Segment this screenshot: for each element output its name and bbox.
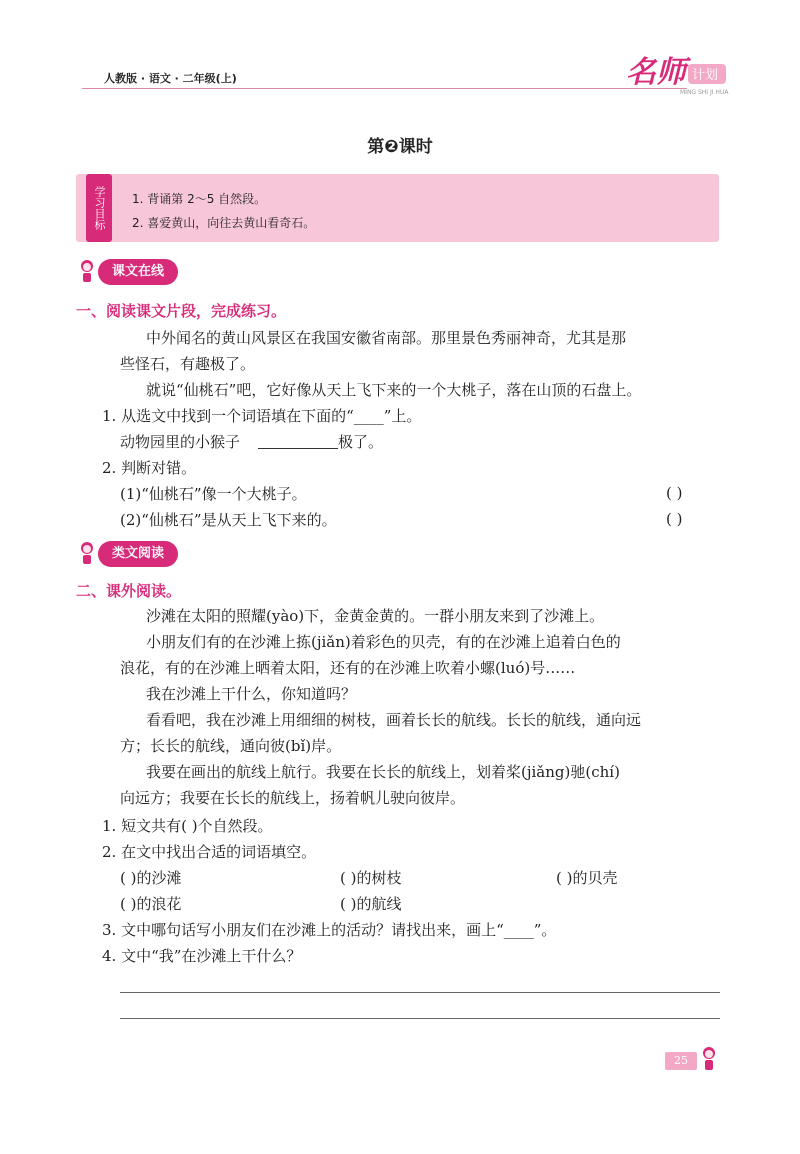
question-1: 1. 短文共有( )个自然段。 [102, 817, 273, 835]
fill-blank-item[interactable]: ( )的沙滩 [120, 869, 182, 887]
header-divider [82, 88, 687, 89]
edition-label: 人教版 · 语文 · 二年级(上) [104, 72, 237, 85]
passage-line: 我要在画出的航线上航行。我要在长长的航线上，划着桨(jiǎng)驰(chí) [146, 763, 620, 781]
question-1: 1. 从选文中找到一个词语填在下面的“____”上。 [102, 407, 422, 425]
section-heading: 二、课外阅读。 [76, 582, 182, 600]
passage-line: 些怪石，有趣极了。 [120, 355, 256, 373]
answer-blank[interactable] [258, 448, 338, 449]
learning-goals-tab: 学习目标 [86, 174, 112, 242]
passage-line: 沙滩在太阳的照耀(yào)下，金黄金黄的。一群小朋友来到了沙滩上。 [146, 607, 605, 625]
question-4: 4. 文中“我”在沙滩上干什么？ [102, 947, 302, 965]
svg-text:MING SHI JI HUA: MING SHI JI HUA [680, 89, 729, 96]
judge-item: (1)“仙桃石”像一个大桃子。 [120, 485, 307, 503]
svg-text:名师: 名师 [626, 55, 686, 90]
brand-logo [622, 50, 732, 98]
goal-item: 2. 喜爱黄山，向往去黄山看奇石。 [132, 216, 316, 230]
badge-label: 类文阅读 [98, 541, 178, 567]
question-2: 2. 判断对错。 [102, 459, 197, 477]
girl-mascot-icon [698, 1046, 720, 1074]
answer-paren[interactable]: ( ) [666, 510, 683, 528]
page-number: 25 [665, 1052, 697, 1070]
learning-goals-box [76, 174, 719, 242]
fill-blank-item[interactable]: ( )的树枝 [340, 869, 402, 887]
section-heading: 一、阅读课文片段，完成练习。 [76, 302, 287, 320]
passage-line: 向远方；我要在长长的航线上，扬着帆儿驶向彼岸。 [120, 789, 466, 807]
passage-line: 方；长长的航线，通向彼(bǐ)岸。 [120, 737, 342, 755]
badge-label: 课文在线 [98, 259, 178, 285]
section-badge-text-online [76, 257, 178, 287]
fill-sentence-start: 动物园里的小猴子 [120, 433, 241, 451]
judge-item: (2)“仙桃石”是从天上飞下来的。 [120, 511, 337, 529]
passage-line: 中外闻名的黄山风景区在我国安徽省南部。那里景色秀丽神奇，尤其是那 [146, 329, 627, 347]
svg-text:计划: 计划 [692, 68, 719, 83]
question-3: 3. 文中哪句话写小朋友们在沙滩上的活动？请找出来，画上“____”。 [102, 921, 557, 939]
passage-line: 浪花，有的在沙滩上晒着太阳，还有的在沙滩上吹着小螺(luó)号…… [120, 659, 576, 677]
section-badge-similar-reading [76, 539, 178, 569]
passage-line: 我在沙滩上干什么，你知道吗？ [146, 685, 357, 703]
goal-item: 1. 背诵第 2～5 自然段。 [132, 192, 267, 206]
passage-line: 看看吧，我在沙滩上用细细的树枝，画着长长的航线。长长的航线，通向远 [146, 711, 642, 729]
girl-mascot-icon [76, 541, 98, 567]
fill-blank-item[interactable]: ( )的航线 [340, 895, 402, 913]
question-2: 2. 在文中找出合适的词语填空。 [102, 843, 317, 861]
passage-line: 就说“仙桃石”吧，它好像从天上飞下来的一个大桃子，落在山顶的石盘上。 [146, 381, 642, 399]
passage-line: 小朋友们有的在沙滩上拣(jiǎn)着彩色的贝壳，有的在沙滩上追着白色的 [146, 633, 621, 651]
fill-blank-item[interactable]: ( )的贝壳 [556, 869, 618, 887]
fill-blank-item[interactable]: ( )的浪花 [120, 895, 182, 913]
answer-line[interactable] [120, 1018, 720, 1019]
fill-sentence-end: 极了。 [338, 433, 384, 451]
answer-paren[interactable]: ( ) [666, 484, 683, 502]
girl-mascot-icon [76, 259, 98, 285]
answer-line[interactable] [120, 992, 720, 993]
lesson-title: 第❷课时 [367, 137, 433, 157]
